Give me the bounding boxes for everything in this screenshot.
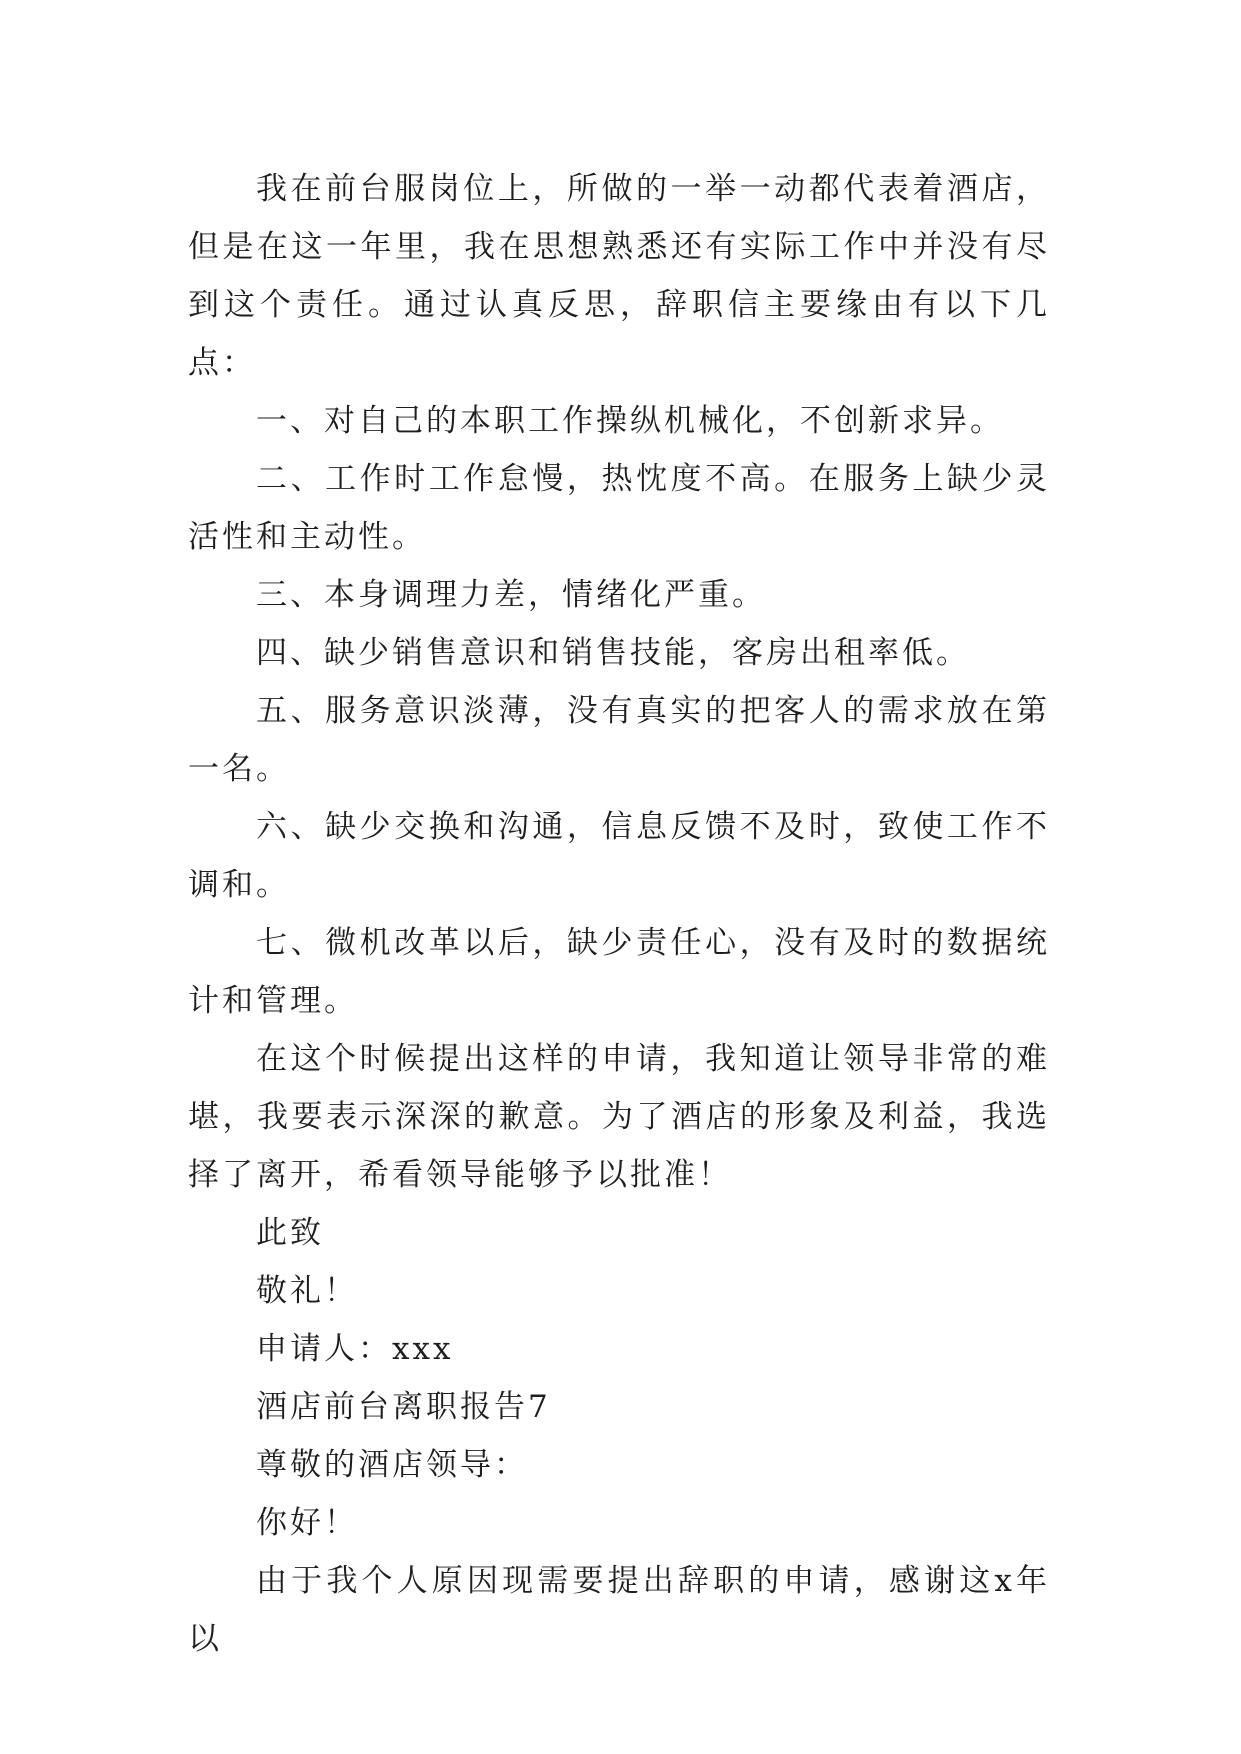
- closing-salutation: 此致: [256, 1215, 324, 1251]
- applicant-signature: 申请人：xxx: [256, 1331, 454, 1367]
- paragraph-reason-7: 七、微机改革以后，缺少责任心，没有及时的数据统计和管理。: [188, 925, 1050, 1019]
- paragraph-reason-2: 二、工作时工作怠慢，热忱度不高。在服务上缺少灵活性和主动性。: [188, 461, 1050, 555]
- closing-regards: 敬礼！: [256, 1273, 358, 1309]
- paragraph-reason-5: 五、服务意识淡薄，没有真实的把客人的需求放在第一名。: [188, 693, 1050, 787]
- paragraph-reason-4: 四、缺少销售意识和销售技能，客房出租率低。: [256, 635, 970, 671]
- paragraph-body-start: 由于我个人原因现需要提出辞职的申请，感谢这x年以: [188, 1563, 1050, 1657]
- paragraph-apology: 在这个时候提出这样的申请，我知道让领导非常的难堪，我要表示深深的歉意。为了酒店的形象及利益，我选择了离开，希看领导能够予以批准！: [188, 1041, 1050, 1193]
- letter-recipient: 尊敬的酒店领导：: [256, 1447, 528, 1483]
- paragraph-reason-3: 三、本身调理力差，情绪化严重。: [256, 577, 766, 613]
- letter-greeting: 你好！: [256, 1505, 358, 1541]
- paragraph-reason-1: 一、对自己的本职工作操纵机械化，不创新求异。: [256, 403, 1004, 439]
- section-title: 酒店前台离职报告7: [256, 1389, 551, 1425]
- paragraph-intro: 我在前台服岗位上，所做的一举一动都代表着酒店，但是在这一年里，我在思想熟悉还有实际工作中并没有尽到这个责任。通过认真反思，辞职信主要缘由有以下几点：: [188, 171, 1050, 381]
- paragraph-reason-6: 六、缺少交换和沟通，信息反馈不及时，致使工作不调和。: [188, 809, 1050, 903]
- document-body: [188, 160, 1050, 1668]
